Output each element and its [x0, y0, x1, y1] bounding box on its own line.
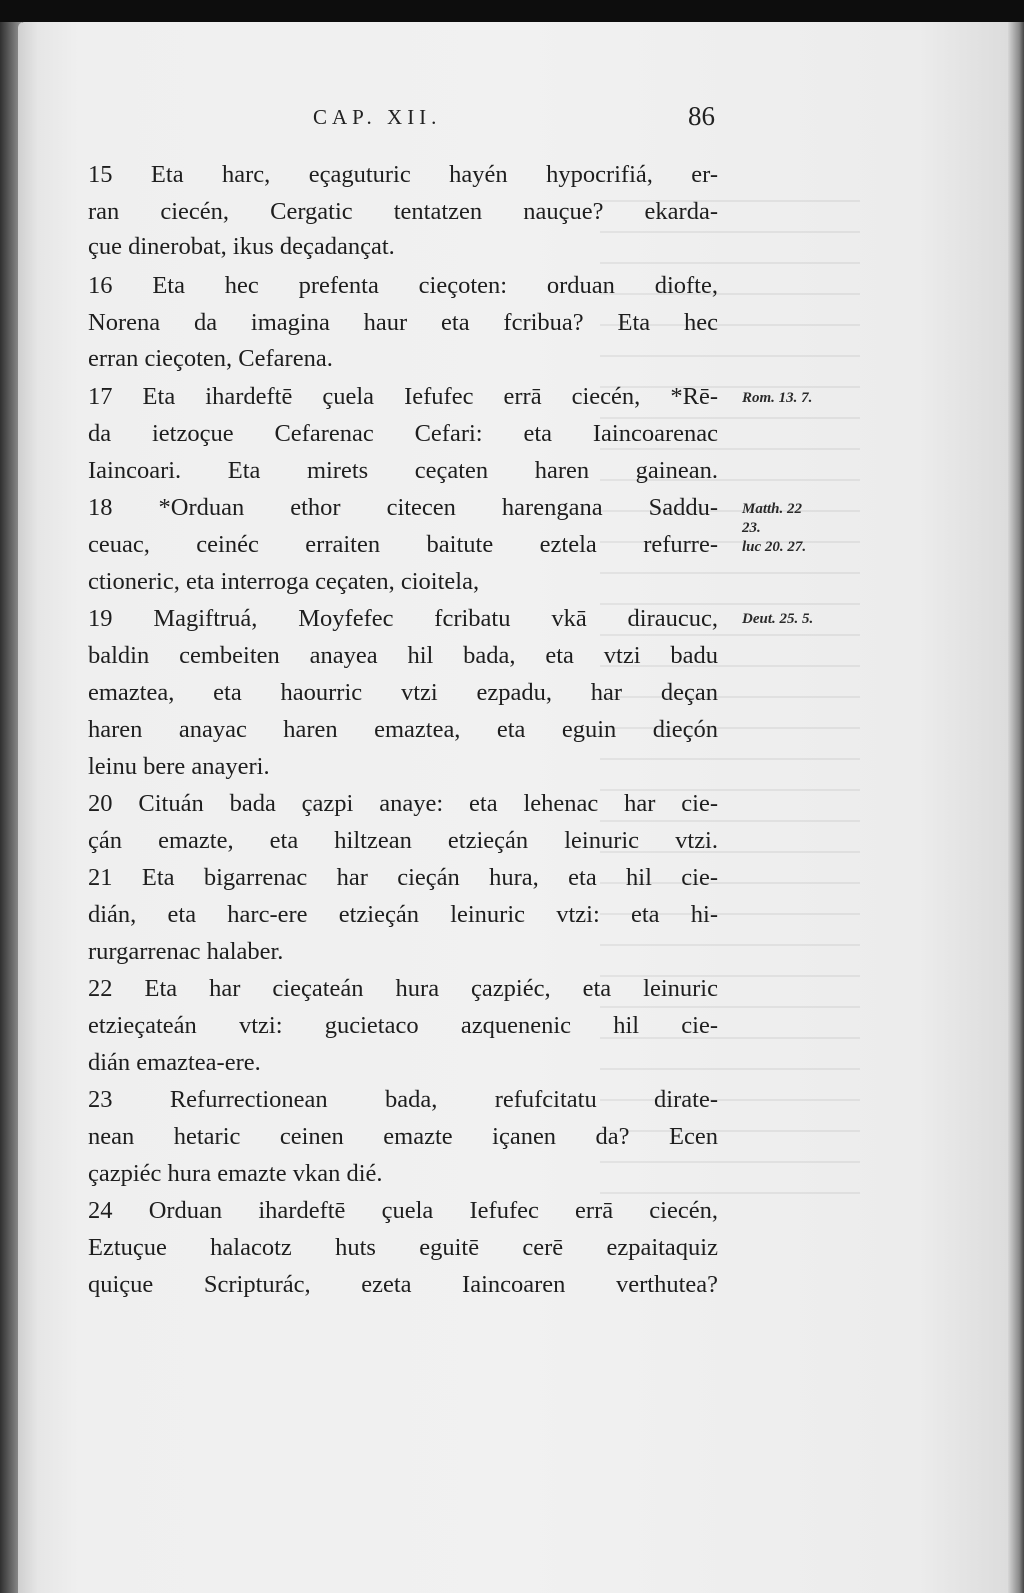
text-line: emaztea, eta haourric vtzi ezpadu, har deçan: [88, 679, 718, 706]
text-line: 20 Cituán bada çazpi anaye: eta lehenac har cie-: [88, 790, 718, 817]
text-line: 16 Eta hec prefenta cieçoten: orduan diofte,: [88, 272, 718, 299]
text-line: 23 Refurrectionean bada, refufcitatu dirate-: [88, 1086, 718, 1113]
text-line: 15 Eta harc, eçaguturic hayén hypocrifiá, er-: [88, 161, 718, 188]
margin-note-matthew: Matth. 22: [742, 501, 803, 517]
text-line: Eztuçue halacotz huts eguitē cerē ezpaitaquiz: [88, 1234, 718, 1261]
text-line: leinu bere anayeri.: [88, 753, 270, 780]
text-line: çán emazte, eta hiltzean etzieçán leinuric vtzi.: [88, 827, 718, 854]
text-line: etzieçateán vtzi: gucietaco azquenenic hil cie-: [88, 1012, 718, 1039]
text-line: çue dinerobat, ikus deçadançat.: [88, 233, 395, 260]
margin-note-matthew-verse: 23.: [742, 520, 761, 536]
text-line: 17 Eta ihardeftē çuela Iefufec errā ciecén, *Rē-: [88, 383, 718, 410]
text-line: rurgarrenac halaber.: [88, 938, 284, 965]
text-line: quiçue Scripturác, ezeta Iaincoaren verthutea?: [88, 1271, 718, 1298]
text-line: erran cieçoten, Cefarena.: [88, 345, 333, 372]
text-line: da ietzoçue Cefarenac Cefari: eta Iaincoarenac: [88, 420, 718, 447]
text-line: haren anayac haren emaztea, eta eguin dieçón: [88, 716, 718, 743]
text-line: 21 Eta bigarrenac har cieçán hura, eta hil cie-: [88, 864, 718, 891]
text-line: Norena da imagina haur eta fcribua? Eta hec: [88, 309, 718, 336]
text-line: baldin cembeiten anayea hil bada, eta vtzi badu: [88, 642, 718, 669]
text-line: 19 Magiftruá, Moyfefec fcribatu vkā diraucuc,: [88, 605, 718, 632]
text-line: ran ciecén, Cergatic tentatzen nauçue? ekarda-: [88, 198, 718, 225]
running-head: CAP. XII.: [313, 105, 442, 129]
margin-note-luke: luc 20. 27.: [742, 539, 807, 555]
text-line: 24 Orduan ihardeftē çuela Iefufec errā ciecén,: [88, 1197, 718, 1224]
text-line: nean hetaric ceinen emazte içanen da? Ecen: [88, 1123, 718, 1150]
text-line: çazpiéc hura emazte vkan dié.: [88, 1160, 383, 1187]
margin-note-romans: Rom. 13. 7.: [742, 390, 813, 406]
text-line: ceuac, ceinéc erraiten baitute eztela refurre-: [88, 531, 718, 558]
text-line: dián, eta harc-ere etzieçán leinuric vtzi: eta hi-: [88, 901, 718, 928]
text-line: ctioneric, eta interroga ceçaten, cioitela,: [88, 568, 480, 595]
text-line: dián emaztea-ere.: [88, 1049, 261, 1076]
margin-note-deuteronomy: Deut. 25. 5.: [742, 611, 814, 627]
text-line: Iaincoari. Eta mirets ceçaten haren gainean.: [88, 457, 718, 484]
page-number: 86: [688, 101, 715, 131]
text-line: 22 Eta har cieçateán hura çazpiéc, eta leinuric: [88, 975, 718, 1002]
text-line: 18 *Orduan ethor citecen harengana Saddu-: [88, 494, 718, 521]
